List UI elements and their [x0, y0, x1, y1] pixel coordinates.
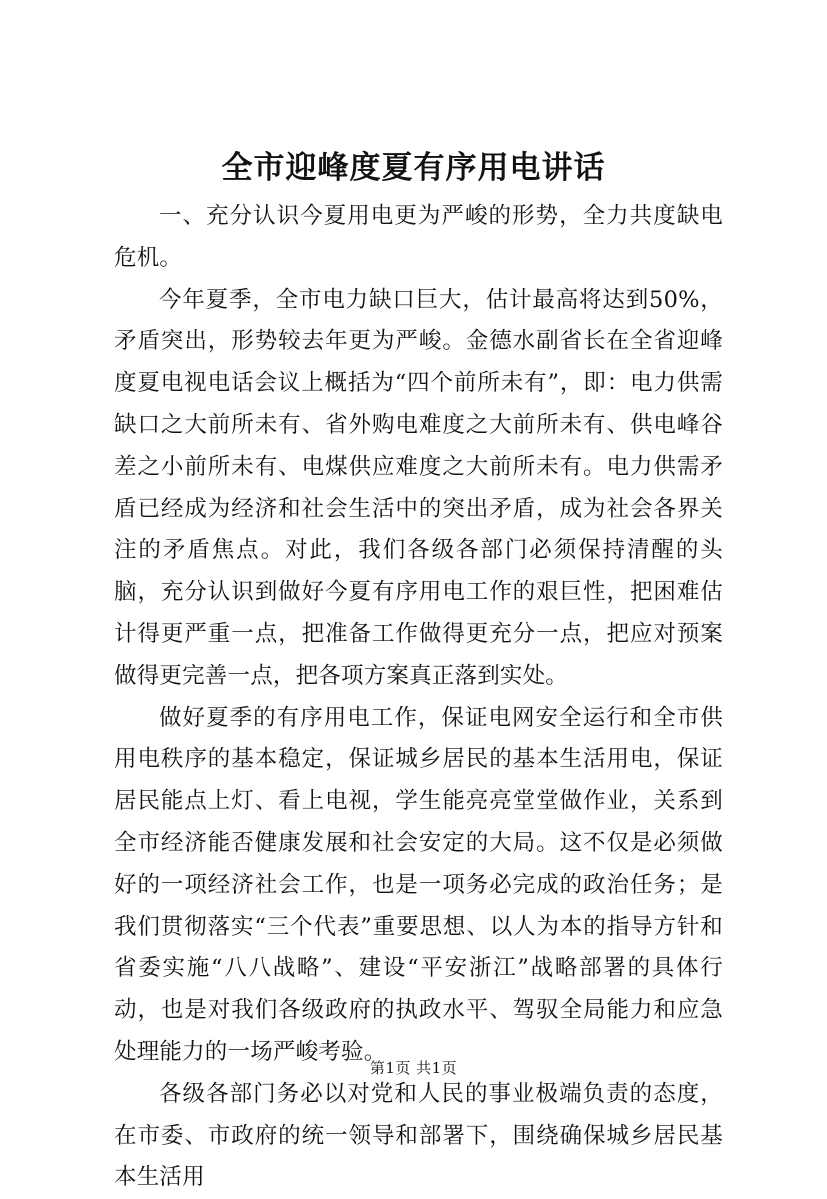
document-body: [114, 196, 723, 1199]
paragraph-responsibility: 各级各部门务必以对党和人民的事业极端负责的态度，在市委、市政府的统一领导和部署下，围绕确保城乡居民基本生活用: [114, 1080, 723, 1191]
paragraph-situation: 今年夏季，全市电力缺口巨大，估计最高将达到50%，矛盾突出，形势较去年更为严峻。金德水副省长在全省迎峰度夏电视电话会议上概括为“四个前所未有”，即：电力供需缺口之大前所未有、省外购电难度之大前所未有、供电峰谷差之小前所未有、电煤供应难度之大前所未有。电力供需矛盾已经成为经济和社会生活中的突出矛盾，成为社会各界关注的矛盾焦点。对此，我们各级各部门必须保持清醒的头脑，充分认识到做好今夏有序用电工作的艰巨性，把困难估计得更严重一点，把准备工作做得更充分一点，把应对预案做得更完善一点，把各项方案真正落到实处。: [114, 286, 723, 689]
paragraph-heading: 一、充分认识今夏用电更为严峻的形势，全力共度缺电危机。: [114, 203, 723, 271]
page-footer: 第1页 共1页: [369, 1059, 458, 1077]
document-title: 全市迎峰度夏有序用电讲话: [221, 150, 606, 186]
paragraph-importance: 做好夏季的有序用电工作，保证电网安全运行和全市供用电秩序的基本稳定，保证城乡居民的基本生活用电，保证居民能点上灯、看上电视，学生能亮亮堂堂做作业，关系到全市经济能否健康发展和社会安定的大局。这不仅是必须做好的一项经济社会工作，也是一项务必完成的政治任务；是我们贯彻落实“三个代表”重要思想、以人为本的指导方针和省委实施“八八战略”、建设“平安浙江”战略部署的具体行动，也是对我们各级政府的执政水平、驾驭全局能力和应急处理能力的一场严峻考验。: [114, 704, 723, 1065]
